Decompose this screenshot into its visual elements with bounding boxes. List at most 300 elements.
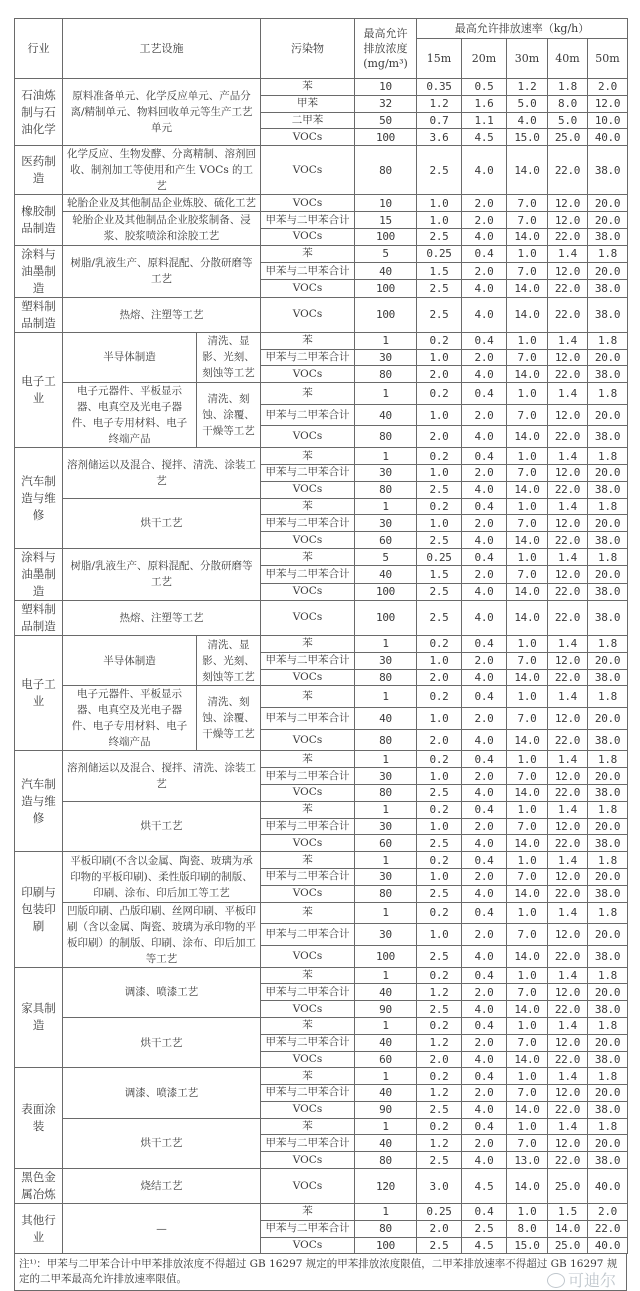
rate-15m-cell: 1.2 — [417, 1135, 462, 1152]
rate-50m-cell: 22.0 — [588, 1220, 628, 1237]
rate-20m-cell: 4.0 — [462, 1051, 507, 1068]
process-cell: — — [63, 1204, 261, 1254]
pollutant-cell: 苯 — [261, 448, 355, 465]
rate-15m-cell: 0.2 — [417, 967, 462, 984]
header-height-50m: 50m — [588, 39, 628, 79]
rate-20m-cell: 0.4 — [462, 852, 507, 869]
rate-40m-cell: 12.0 — [548, 212, 588, 229]
concentration-cell: 15 — [355, 212, 417, 229]
pollutant-cell: 苯 — [261, 332, 355, 349]
rate-30m-cell: 7.0 — [507, 1135, 548, 1152]
rate-30m-cell: 1.0 — [507, 852, 548, 869]
concentration-cell: 90 — [355, 1101, 417, 1118]
rate-20m-cell: 4.5 — [462, 1169, 507, 1204]
rate-15m-cell: 0.7 — [417, 112, 462, 129]
rate-30m-cell: 5.0 — [507, 95, 548, 112]
pollutant-cell: VOCs — [261, 945, 355, 967]
pollutant-cell: 苯 — [261, 383, 355, 405]
rate-40m-cell: 1.8 — [548, 79, 588, 96]
rate-40m-cell: 12.0 — [548, 768, 588, 785]
rate-30m-cell: 14.0 — [507, 1001, 548, 1018]
rate-20m-cell: 1.6 — [462, 95, 507, 112]
rate-30m-cell: 14.0 — [507, 297, 548, 332]
rate-40m-cell: 22.0 — [548, 784, 588, 801]
rate-15m-cell: 0.2 — [417, 751, 462, 768]
table-row — [15, 635, 628, 652]
rate-15m-cell: 1.5 — [417, 263, 462, 280]
rate-50m-cell: 38.0 — [588, 835, 628, 852]
rate-30m-cell: 14.0 — [507, 280, 548, 297]
rate-50m-cell: 1.8 — [588, 852, 628, 869]
pollutant-cell: VOCs — [261, 280, 355, 297]
rate-30m-cell: 7.0 — [507, 924, 548, 946]
pollutant-cell: VOCs — [261, 366, 355, 383]
pollutant-cell: 甲苯与二甲苯合计 — [261, 1220, 355, 1237]
rate-20m-cell: 4.0 — [462, 784, 507, 801]
rate-30m-cell: 7.0 — [507, 515, 548, 532]
rate-40m-cell: 22.0 — [548, 729, 588, 751]
rate-50m-cell: 40.0 — [588, 1169, 628, 1204]
concentration-cell: 90 — [355, 1001, 417, 1018]
rate-30m-cell: 14.0 — [507, 885, 548, 902]
rate-40m-cell: 12.0 — [548, 652, 588, 669]
rate-15m-cell: 2.0 — [417, 669, 462, 686]
pollutant-cell: VOCs — [261, 583, 355, 600]
rate-50m-cell: 1.8 — [588, 498, 628, 515]
rate-30m-cell: 7.0 — [507, 1034, 548, 1051]
rate-40m-cell: 1.4 — [548, 383, 588, 405]
rate-40m-cell: 22.0 — [548, 945, 588, 967]
rate-30m-cell: 7.0 — [507, 708, 548, 730]
rate-15m-cell: 2.5 — [417, 885, 462, 902]
concentration-cell: 30 — [355, 768, 417, 785]
rate-40m-cell: 22.0 — [548, 669, 588, 686]
rate-50m-cell: 2.0 — [588, 1204, 628, 1221]
concentration-cell: 1 — [355, 852, 417, 869]
rate-40m-cell: 12.0 — [548, 984, 588, 1001]
rate-30m-cell: 7.0 — [507, 984, 548, 1001]
pollutant-cell: 甲苯与二甲苯合计 — [261, 212, 355, 229]
rate-20m-cell: 4.0 — [462, 583, 507, 600]
pollutant-cell: 苯 — [261, 902, 355, 924]
process-cell: 凹版印刷、凸版印刷、丝网印刷、平板印刷（含以金属、陶瓷、玻璃为承印物的平板印刷）的制版、印刷、涂布、印后加工等工艺 — [63, 902, 261, 967]
concentration-cell: 80 — [355, 366, 417, 383]
rate-20m-cell: 2.5 — [462, 1220, 507, 1237]
pollutant-cell: 甲苯与二甲苯合计 — [261, 404, 355, 426]
rate-50m-cell: 1.8 — [588, 245, 628, 262]
rate-40m-cell: 1.4 — [548, 548, 588, 565]
rate-20m-cell: 2.0 — [462, 464, 507, 481]
concentration-cell: 40 — [355, 1085, 417, 1102]
pollutant-cell: VOCs — [261, 669, 355, 686]
concentration-cell: 30 — [355, 652, 417, 669]
rate-40m-cell: 12.0 — [548, 1135, 588, 1152]
rate-40m-cell: 14.0 — [548, 1220, 588, 1237]
concentration-cell: 30 — [355, 868, 417, 885]
header-rate: 最高允许排放速率（kg/h） — [417, 19, 628, 39]
process-step-cell: 清洗、刻蚀、涂覆、干燥等工艺 — [197, 686, 261, 751]
pollutant-cell: 甲苯与二甲苯合计 — [261, 984, 355, 1001]
rate-40m-cell: 12.0 — [548, 464, 588, 481]
rate-15m-cell: 1.0 — [417, 195, 462, 212]
pollutant-cell: 苯 — [261, 498, 355, 515]
rate-20m-cell: 2.0 — [462, 984, 507, 1001]
rate-20m-cell: 4.0 — [462, 835, 507, 852]
industry-cell: 塑料制品制造 — [15, 600, 63, 635]
table-row — [15, 79, 628, 96]
process-cell: 调漆、喷漆工艺 — [63, 1068, 261, 1118]
rate-50m-cell: 20.0 — [588, 1085, 628, 1102]
rate-15m-cell: 2.5 — [417, 146, 462, 195]
pollutant-cell: 甲苯与二甲苯合计 — [261, 566, 355, 583]
rate-40m-cell: 22.0 — [548, 366, 588, 383]
pollutant-cell: 甲苯与二甲苯合计 — [261, 652, 355, 669]
rate-30m-cell: 14.0 — [507, 835, 548, 852]
rate-40m-cell: 22.0 — [548, 297, 588, 332]
rate-15m-cell: 1.2 — [417, 984, 462, 1001]
rate-30m-cell: 8.0 — [507, 1220, 548, 1237]
concentration-cell: 1 — [355, 1017, 417, 1034]
table-row — [15, 1169, 628, 1204]
concentration-cell: 100 — [355, 280, 417, 297]
rate-20m-cell: 0.4 — [462, 751, 507, 768]
concentration-cell: 80 — [355, 426, 417, 448]
header-concentration-line: 最高允许 — [363, 27, 408, 40]
concentration-cell: 40 — [355, 404, 417, 426]
concentration-cell: 1 — [355, 1118, 417, 1135]
table-row — [15, 967, 628, 984]
rate-30m-cell: 14.0 — [507, 729, 548, 751]
concentration-cell: 5 — [355, 245, 417, 262]
rate-40m-cell: 1.4 — [548, 245, 588, 262]
pollutant-cell: 甲苯与二甲苯合计 — [261, 1085, 355, 1102]
rate-40m-cell: 22.0 — [548, 228, 588, 245]
pollutant-cell: 苯 — [261, 1017, 355, 1034]
rate-50m-cell: 12.0 — [588, 95, 628, 112]
header-height-20m: 20m — [462, 39, 507, 79]
rate-40m-cell: 22.0 — [548, 600, 588, 635]
rate-30m-cell: 7.0 — [507, 464, 548, 481]
rate-15m-cell: 2.5 — [417, 297, 462, 332]
rate-40m-cell: 25.0 — [548, 1237, 588, 1254]
rate-15m-cell: 2.5 — [417, 532, 462, 549]
pollutant-cell: VOCs — [261, 835, 355, 852]
header-height-15m: 15m — [417, 39, 462, 79]
table-row — [15, 902, 628, 924]
header-concentration — [355, 19, 417, 79]
rate-20m-cell: 0.4 — [462, 245, 507, 262]
process-cell: 烧结工艺 — [63, 1169, 261, 1204]
rate-40m-cell: 22.0 — [548, 1101, 588, 1118]
rate-50m-cell: 38.0 — [588, 784, 628, 801]
concentration-cell: 30 — [355, 349, 417, 366]
rate-50m-cell: 1.8 — [588, 1017, 628, 1034]
table-row — [15, 448, 628, 465]
rate-20m-cell: 0.4 — [462, 801, 507, 818]
process-cell: 调漆、喷漆工艺 — [63, 967, 261, 1017]
rate-30m-cell: 7.0 — [507, 868, 548, 885]
table-row — [15, 498, 628, 515]
rate-15m-cell: 2.0 — [417, 729, 462, 751]
rate-20m-cell: 2.0 — [462, 1085, 507, 1102]
rate-30m-cell: 7.0 — [507, 566, 548, 583]
rate-30m-cell: 14.0 — [507, 146, 548, 195]
rate-50m-cell: 40.0 — [588, 129, 628, 146]
rate-20m-cell: 0.4 — [462, 383, 507, 405]
pollutant-cell: VOCs — [261, 784, 355, 801]
concentration-cell: 1 — [355, 751, 417, 768]
rate-30m-cell: 14.0 — [507, 228, 548, 245]
pollutant-cell: 苯 — [261, 635, 355, 652]
rate-40m-cell: 12.0 — [548, 708, 588, 730]
concentration-cell: 60 — [355, 835, 417, 852]
concentration-cell: 32 — [355, 95, 417, 112]
rate-30m-cell: 1.0 — [507, 801, 548, 818]
rate-40m-cell: 12.0 — [548, 263, 588, 280]
rate-50m-cell: 10.0 — [588, 112, 628, 129]
process-cell: 半导体制造 — [63, 635, 197, 685]
rate-20m-cell: 0.4 — [462, 448, 507, 465]
rate-50m-cell: 38.0 — [588, 1101, 628, 1118]
rate-30m-cell: 14.0 — [507, 669, 548, 686]
rate-15m-cell: 2.5 — [417, 1237, 462, 1254]
process-cell: 原料准备单元、化学反应单元、产品分离/精制单元、物料回收单元等生产工艺单元 — [63, 79, 261, 146]
rate-15m-cell: 0.25 — [417, 548, 462, 565]
pollutant-cell: 甲苯与二甲苯合计 — [261, 868, 355, 885]
pollutant-cell: VOCs — [261, 1101, 355, 1118]
rate-20m-cell: 4.0 — [462, 1101, 507, 1118]
rate-30m-cell: 1.0 — [507, 548, 548, 565]
industry-cell: 其他行业 — [15, 1204, 63, 1254]
rate-20m-cell: 0.4 — [462, 1118, 507, 1135]
header-process: 工艺设施 — [63, 19, 261, 79]
pollutant-cell: 苯 — [261, 686, 355, 708]
concentration-cell: 80 — [355, 1152, 417, 1169]
rate-40m-cell: 12.0 — [548, 349, 588, 366]
rate-30m-cell: 1.0 — [507, 448, 548, 465]
rate-20m-cell: 0.4 — [462, 1204, 507, 1221]
industry-cell: 汽车制造与维修 — [15, 751, 63, 852]
rate-15m-cell: 2.5 — [417, 945, 462, 967]
rate-20m-cell: 0.4 — [462, 1017, 507, 1034]
rate-20m-cell: 4.0 — [462, 146, 507, 195]
table-row — [15, 1204, 628, 1221]
rate-15m-cell: 2.0 — [417, 426, 462, 448]
rate-50m-cell: 38.0 — [588, 426, 628, 448]
process-cell: 轮胎企业及其他制品企业胶浆制备、浸浆、胶浆喷涂和涂胶工艺 — [63, 212, 261, 246]
rate-30m-cell: 14.0 — [507, 945, 548, 967]
pollutant-cell: VOCs — [261, 129, 355, 146]
concentration-cell: 1 — [355, 686, 417, 708]
rate-15m-cell: 3.6 — [417, 129, 462, 146]
rate-40m-cell: 1.4 — [548, 1017, 588, 1034]
rate-20m-cell: 2.0 — [462, 708, 507, 730]
rate-20m-cell: 0.4 — [462, 548, 507, 565]
rate-40m-cell: 12.0 — [548, 924, 588, 946]
pollutant-cell: 甲苯与二甲苯合计 — [261, 924, 355, 946]
rate-30m-cell: 4.0 — [507, 112, 548, 129]
rate-30m-cell: 14.0 — [507, 481, 548, 498]
rate-40m-cell: 12.0 — [548, 404, 588, 426]
concentration-cell: 40 — [355, 984, 417, 1001]
rate-20m-cell: 4.0 — [462, 600, 507, 635]
rate-40m-cell: 12.0 — [548, 195, 588, 212]
pollutant-cell: VOCs — [261, 1051, 355, 1068]
rate-50m-cell: 38.0 — [588, 366, 628, 383]
rate-20m-cell: 0.4 — [462, 1068, 507, 1085]
rate-30m-cell: 1.0 — [507, 1204, 548, 1221]
table-row — [15, 751, 628, 768]
rate-40m-cell: 22.0 — [548, 532, 588, 549]
rate-15m-cell: 1.0 — [417, 464, 462, 481]
rate-40m-cell: 22.0 — [548, 885, 588, 902]
rate-30m-cell: 14.0 — [507, 1101, 548, 1118]
concentration-cell: 1 — [355, 498, 417, 515]
rate-15m-cell: 1.0 — [417, 515, 462, 532]
rate-30m-cell: 1.0 — [507, 967, 548, 984]
rate-15m-cell: 0.2 — [417, 902, 462, 924]
emission-standards-table-container — [14, 18, 627, 1291]
industry-cell: 塑料制品制造 — [15, 297, 63, 332]
industry-cell: 电子工业 — [15, 332, 63, 447]
rate-50m-cell: 38.0 — [588, 297, 628, 332]
process-cell: 电子元器件、平板显示器、电真空及光电子器件、电子专用材料、电子终端产品 — [63, 686, 197, 751]
pollutant-cell: 二甲苯 — [261, 112, 355, 129]
rate-20m-cell: 0.5 — [462, 79, 507, 96]
table-row — [15, 1068, 628, 1085]
table-row — [15, 1118, 628, 1135]
rate-50m-cell: 38.0 — [588, 669, 628, 686]
rate-40m-cell: 1.4 — [548, 1118, 588, 1135]
concentration-cell: 80 — [355, 885, 417, 902]
rate-20m-cell: 4.0 — [462, 1152, 507, 1169]
rate-15m-cell: 0.2 — [417, 852, 462, 869]
pollutant-cell: 甲苯与二甲苯合计 — [261, 768, 355, 785]
process-cell: 树脂/乳液生产、原料混配、分散研磨等工艺 — [63, 245, 261, 297]
rate-20m-cell: 4.0 — [462, 532, 507, 549]
rate-40m-cell: 12.0 — [548, 1034, 588, 1051]
pollutant-cell: VOCs — [261, 1152, 355, 1169]
rate-15m-cell: 1.2 — [417, 1085, 462, 1102]
pollutant-cell: VOCs — [261, 1237, 355, 1254]
rate-50m-cell: 20.0 — [588, 212, 628, 229]
rate-15m-cell: 1.0 — [417, 349, 462, 366]
rate-30m-cell: 1.0 — [507, 498, 548, 515]
table-row — [15, 245, 628, 262]
rate-15m-cell: 0.25 — [417, 245, 462, 262]
process-cell: 化学反应、生物发酵、分离精制、溶剂回收、制剂加工等使用和产生 VOCs 的工艺 — [63, 146, 261, 195]
rate-50m-cell: 1.8 — [588, 548, 628, 565]
concentration-cell: 30 — [355, 818, 417, 835]
rate-40m-cell: 1.4 — [548, 448, 588, 465]
rate-30m-cell: 14.0 — [507, 426, 548, 448]
rate-50m-cell: 38.0 — [588, 481, 628, 498]
rate-40m-cell: 12.0 — [548, 1085, 588, 1102]
pollutant-cell: VOCs — [261, 195, 355, 212]
rate-50m-cell: 38.0 — [588, 146, 628, 195]
table-row — [15, 332, 628, 349]
rate-40m-cell: 22.0 — [548, 1152, 588, 1169]
rate-50m-cell: 38.0 — [588, 228, 628, 245]
rate-15m-cell: 1.0 — [417, 924, 462, 946]
rate-50m-cell: 2.0 — [588, 79, 628, 96]
rate-15m-cell: 2.5 — [417, 280, 462, 297]
concentration-cell: 40 — [355, 1034, 417, 1051]
table-row — [15, 146, 628, 195]
rate-20m-cell: 2.0 — [462, 195, 507, 212]
concentration-cell: 80 — [355, 669, 417, 686]
concentration-cell: 80 — [355, 481, 417, 498]
rate-50m-cell: 20.0 — [588, 708, 628, 730]
rate-30m-cell: 1.0 — [507, 383, 548, 405]
rate-40m-cell: 1.4 — [548, 967, 588, 984]
rate-50m-cell: 1.8 — [588, 751, 628, 768]
header-height-30m: 30m — [507, 39, 548, 79]
industry-cell: 医药制造 — [15, 146, 63, 195]
rate-30m-cell: 7.0 — [507, 652, 548, 669]
rate-20m-cell: 4.0 — [462, 1001, 507, 1018]
rate-20m-cell: 2.0 — [462, 1034, 507, 1051]
concentration-cell: 1 — [355, 967, 417, 984]
rate-50m-cell: 38.0 — [588, 945, 628, 967]
rate-15m-cell: 3.0 — [417, 1169, 462, 1204]
rate-40m-cell: 12.0 — [548, 818, 588, 835]
rate-20m-cell: 0.4 — [462, 332, 507, 349]
rate-40m-cell: 12.0 — [548, 566, 588, 583]
rate-30m-cell: 1.0 — [507, 1118, 548, 1135]
concentration-cell: 1 — [355, 902, 417, 924]
pollutant-cell: 苯 — [261, 1118, 355, 1135]
rate-15m-cell: 2.5 — [417, 1001, 462, 1018]
rate-50m-cell: 20.0 — [588, 924, 628, 946]
rate-30m-cell: 14.0 — [507, 600, 548, 635]
industry-cell: 石油炼制与石油化学 — [15, 79, 63, 146]
rate-15m-cell: 0.2 — [417, 383, 462, 405]
industry-cell: 家具制造 — [15, 967, 63, 1068]
pollutant-cell: 甲苯与二甲苯合计 — [261, 1034, 355, 1051]
rate-15m-cell: 2.0 — [417, 1051, 462, 1068]
rate-15m-cell: 2.5 — [417, 1101, 462, 1118]
footnote — [14, 1254, 627, 1291]
pollutant-cell: 甲苯与二甲苯合计 — [261, 515, 355, 532]
pollutant-cell: VOCs — [261, 1001, 355, 1018]
rate-30m-cell: 14.0 — [507, 366, 548, 383]
rate-50m-cell: 38.0 — [588, 583, 628, 600]
rate-15m-cell: 1.2 — [417, 95, 462, 112]
process-cell: 平板印刷(不含以金属、陶瓷、玻璃为承印物的平板印刷)、柔性版印刷的制版、印刷、涂布、印后加工等工艺 — [63, 852, 261, 902]
pollutant-cell: 苯 — [261, 548, 355, 565]
industry-cell: 汽车制造与维修 — [15, 448, 63, 549]
process-step-cell: 清洗、刻蚀、涂覆、干燥等工艺 — [197, 383, 261, 448]
rate-40m-cell: 1.4 — [548, 686, 588, 708]
rate-15m-cell: 2.5 — [417, 583, 462, 600]
rate-50m-cell: 38.0 — [588, 1001, 628, 1018]
rate-40m-cell: 22.0 — [548, 1051, 588, 1068]
rate-15m-cell: 2.5 — [417, 481, 462, 498]
concentration-cell: 10 — [355, 195, 417, 212]
rate-40m-cell: 22.0 — [548, 280, 588, 297]
rate-15m-cell: 2.0 — [417, 1220, 462, 1237]
rate-40m-cell: 1.5 — [548, 1204, 588, 1221]
rate-40m-cell: 1.4 — [548, 332, 588, 349]
rate-15m-cell: 1.0 — [417, 708, 462, 730]
pollutant-cell: 甲苯与二甲苯合计 — [261, 464, 355, 481]
process-cell: 烘干工艺 — [63, 1017, 261, 1067]
concentration-cell: 100 — [355, 583, 417, 600]
pollutant-cell: 苯 — [261, 967, 355, 984]
rate-20m-cell: 4.5 — [462, 1237, 507, 1254]
pollutant-cell: VOCs — [261, 532, 355, 549]
